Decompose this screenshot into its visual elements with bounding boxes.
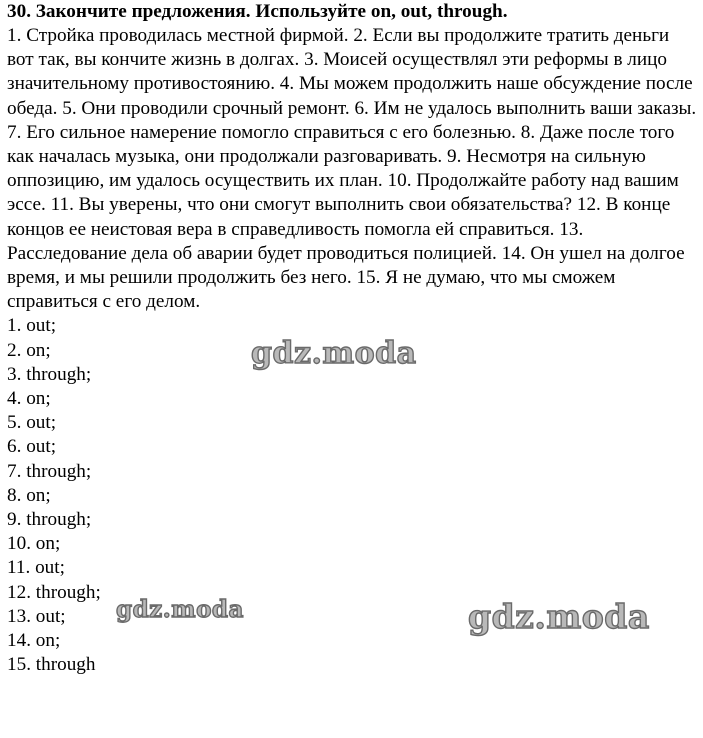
answer-item: 11. out;: [7, 557, 65, 579]
answer-item: 15. through: [7, 654, 96, 676]
answer-item: 9. through;: [7, 509, 92, 531]
answer-item: 7. through;: [7, 460, 92, 482]
watermark: gdz.moda: [251, 336, 417, 371]
answer-item: 14. on;: [7, 630, 61, 652]
answer-item: 2. on;: [7, 339, 51, 361]
watermark: gdz.moda: [468, 597, 650, 636]
watermark: gdz.moda: [116, 596, 244, 623]
answer-item: 13. out;: [7, 605, 66, 627]
exercise-page: [7, 0, 697, 677]
answer-item: 1. out;: [7, 315, 57, 337]
answer-item: 3. through;: [7, 363, 92, 385]
answer-item: 12. through;: [7, 581, 101, 603]
answer-list: [7, 314, 697, 677]
answer-item: 10. on;: [7, 533, 61, 555]
task-title: 30. Закончите предложения. Используйте on, out, through.: [7, 1, 508, 22]
task-text: 1. Стройка проводилась местной фирмой. 2. Если вы продолжите тратить деньги вот так, вы кончите жизнь в долгах. 3. Моисей осуществлял эти реформы в лицо значительному противостоянию. 4. Мы можем продолжить наше обсуждение после обеда. 5. Они проводили срочный ремонт. 6. Им не удалось выполнить ваши заказы. 7. Его сильное намерение помогло справиться с его болезнью. 8. Даже после того как началась музыка, они продолжали разговаривать. 9. Несмотря на сильную оппозицию, им удалось осуществить их план. 10. Продолжайте работу над вашим эссе. 11. Вы уверены, что они смогут выполнить свои обязательства? 12. В конце концов ее неистовая вера в справедливость помогла ей справиться. 13. Расследование дела об аварии будет проводиться полицией. 14. Он ушел на долгое время, и мы решили продолжить без него. 15. Я не думаю, что мы сможем справиться с его делом.: [7, 25, 697, 313]
answer-item: 8. on;: [7, 484, 51, 506]
answer-item: 6. out;: [7, 436, 57, 458]
answer-item: 4. on;: [7, 388, 51, 410]
answer-item: 5. out;: [7, 412, 57, 434]
